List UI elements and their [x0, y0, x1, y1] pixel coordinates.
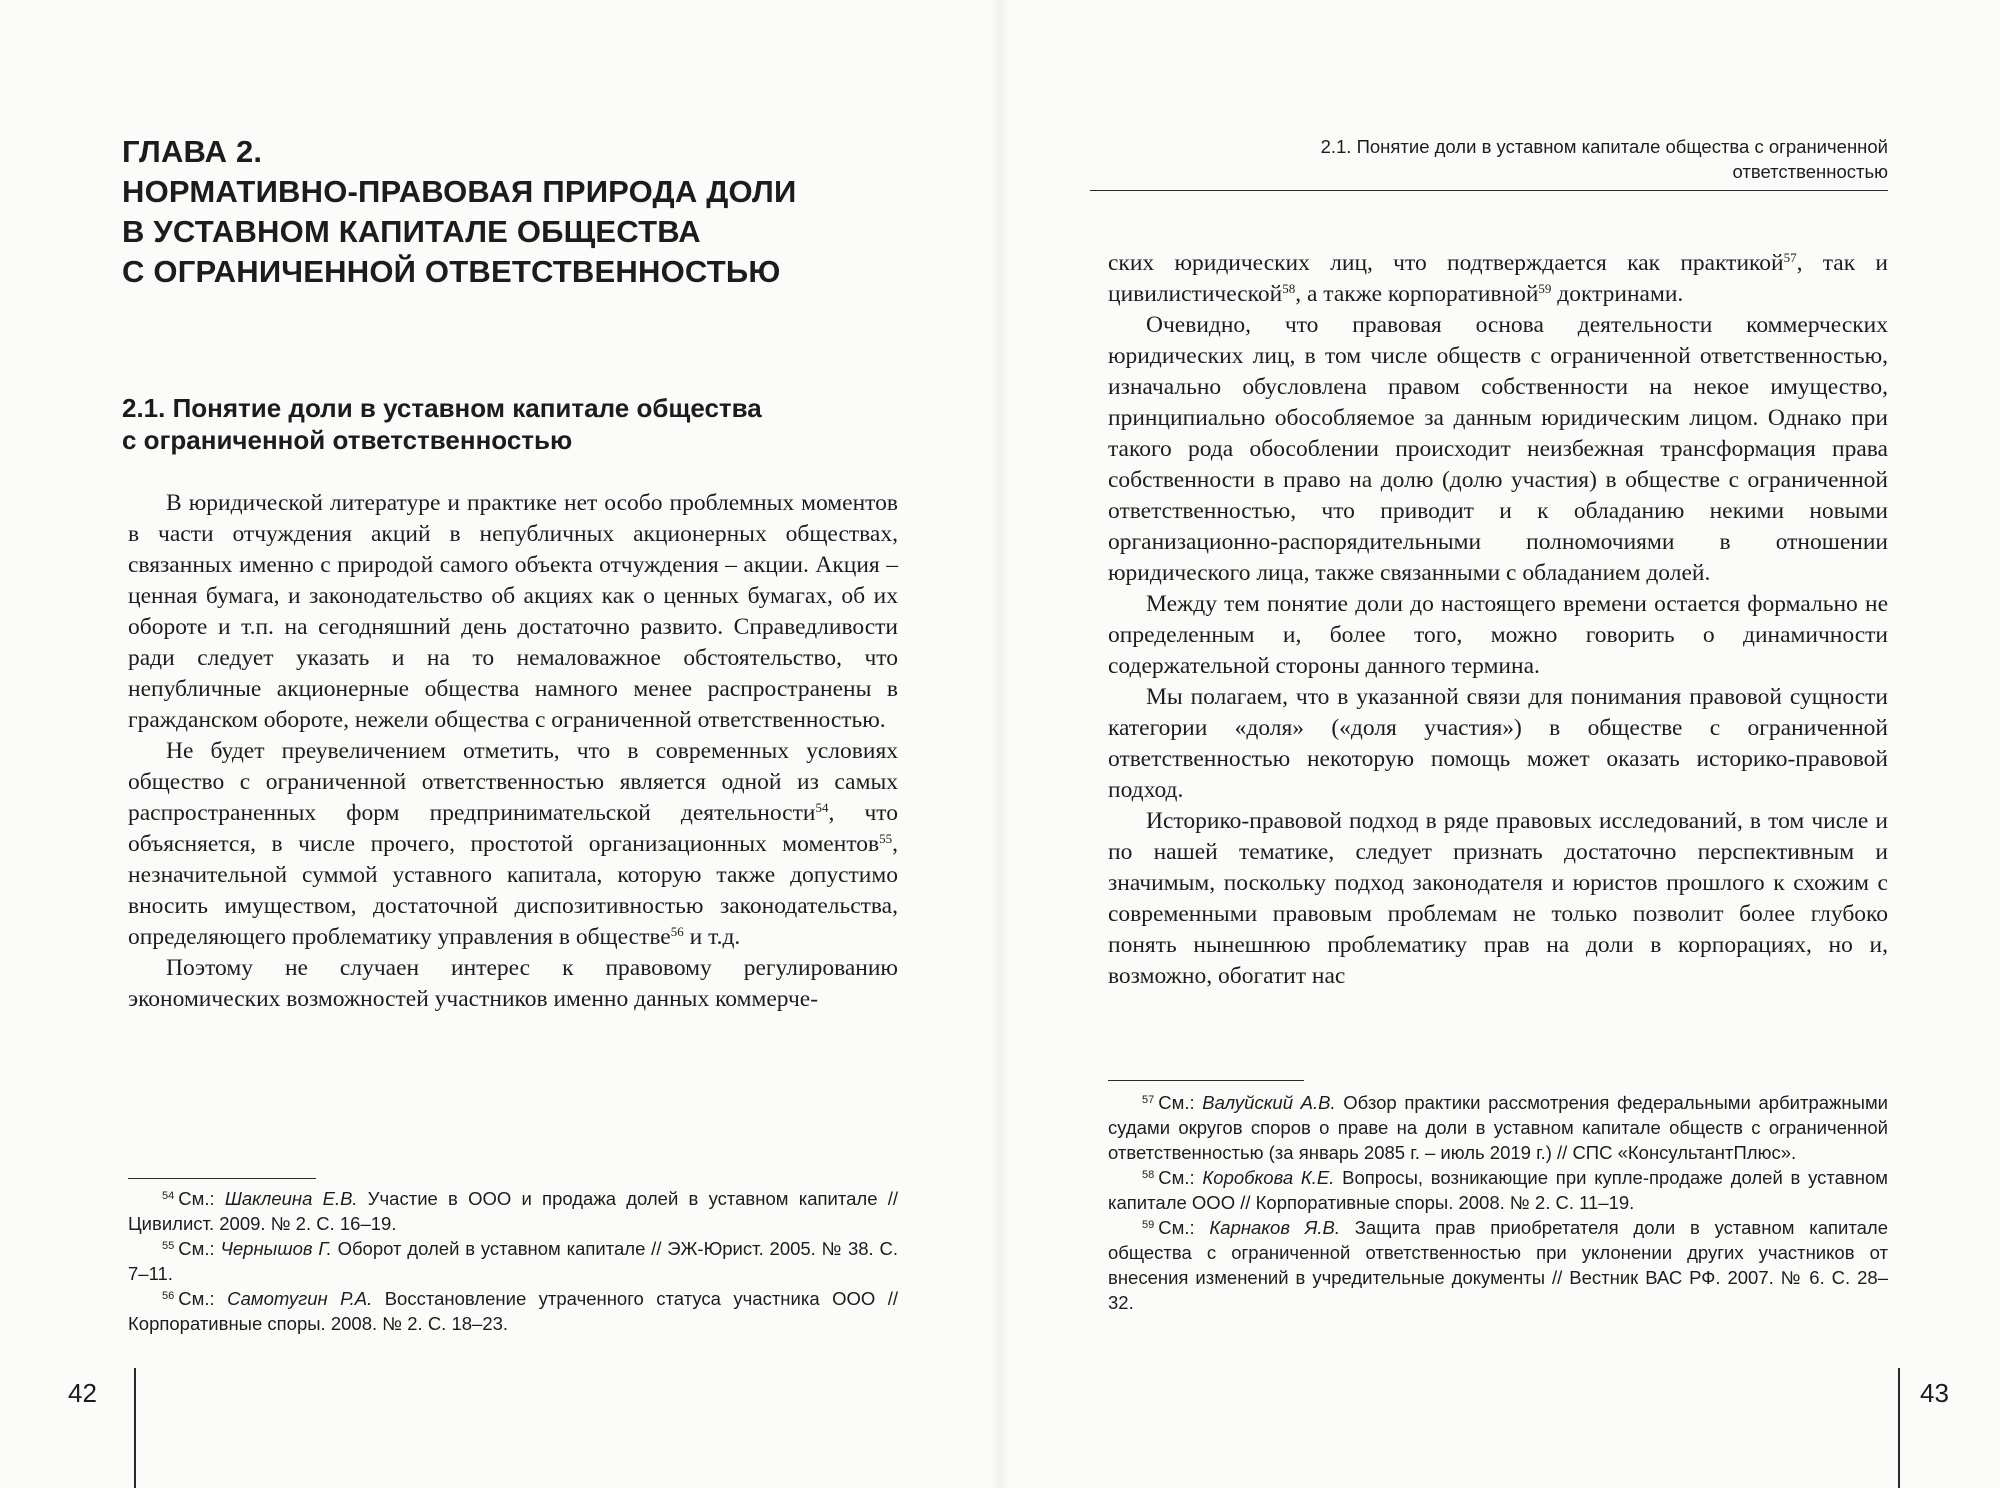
chapter-title-line: НОРМАТИВНО-ПРАВОВАЯ ПРИРОДА ДОЛИ	[122, 174, 797, 209]
section-title	[122, 392, 882, 456]
running-header-line: 2.1. Понятие доли в уставном капитале общества с ограниченной	[1320, 136, 1888, 157]
left-body-text	[128, 488, 898, 1015]
body-paragraph	[1108, 310, 1888, 589]
footnote-ref: 57	[1783, 250, 1797, 265]
body-paragraph	[1108, 682, 1888, 806]
body-paragraph	[1108, 248, 1888, 310]
running-header	[1090, 134, 1888, 184]
chapter-title-line: В УСТАВНОМ КАПИТАЛЕ ОБЩЕСТВА	[122, 214, 701, 249]
chapter-title	[122, 132, 882, 292]
author-name: Валуйский А.В.	[1202, 1092, 1336, 1113]
text-run: См.:	[1158, 1092, 1203, 1113]
chapter-title-line: ГЛАВА 2.	[122, 134, 263, 169]
text-run: , а также корпоративной	[1295, 281, 1539, 307]
footnote	[128, 1236, 898, 1286]
chapter-title-line: С ОГРАНИЧЕННОЙ ОТВЕТСТВЕННОСТЬЮ	[122, 254, 781, 289]
footnote-ref: 54	[815, 800, 829, 815]
section-title-line: с ограниченной ответственностью	[122, 425, 573, 455]
body-paragraph	[128, 488, 898, 736]
running-header-line: ответственностью	[1732, 161, 1888, 182]
footnote-ref: 55	[879, 831, 893, 846]
author-name: Коробкова К.Е.	[1202, 1167, 1335, 1188]
text-run: См.:	[1158, 1167, 1203, 1188]
page-number: 43	[1920, 1378, 1949, 1408]
body-paragraph	[128, 736, 898, 953]
header-divider	[1090, 190, 1888, 191]
footnote	[1108, 1215, 1888, 1315]
footnote	[1108, 1165, 1888, 1215]
page-margin-line	[134, 1368, 136, 1488]
body-paragraph	[1108, 806, 1888, 992]
footnote-ref: 58	[1142, 1169, 1155, 1181]
text-run: Не будет преувеличением отметить, что в современных условиях общество с ограниченной ответственностью является одной из самых распространенных форм предпринимательской деятельности	[128, 738, 898, 826]
text-run: Очевидно, что правовая основа деятельности коммерческих юридических лиц, в том числе обществ с ограниченной ответственностью, изначально обусловлена правом собственности на некое имущество, принципиально обособляемое за данным юридическим лицом. Однако при такого рода обособлении происходит неизбежная трансформация права собственности в право на долю (долю участия) в обществе с ограниченной ответственностью, что приводит и к обладанию некими новыми организационно-распорядительными полномочиями в отношении юридического лица, также связанными с обладанием долей.	[1108, 312, 1888, 586]
author-name: Шаклеина Е.В.	[224, 1188, 358, 1209]
author-name: Чернышов Г.	[220, 1238, 332, 1259]
right-body-text	[1108, 248, 1888, 992]
right-page	[1000, 0, 2000, 1488]
footnote-ref: 57	[1142, 1094, 1155, 1106]
footnote-ref: 56	[670, 924, 684, 939]
text-run: , что объясняется, в числе прочего, простотой организационных моментов	[128, 800, 898, 857]
text-run: , незначительной суммой уставного капитала, которую также допустимо вносить имуществом, достаточной диспозитивностью законодательства, определяющего проблематику управления в обществе	[128, 831, 898, 950]
footnote-ref: 59	[1142, 1219, 1155, 1231]
text-run: Оборот долей в уставном капитале // ЭЖ-Юрист. 2005. № 38. С. 7–11.	[128, 1238, 899, 1284]
text-run: См.:	[178, 1288, 228, 1309]
text-run: доктринами.	[1551, 281, 1684, 307]
footnote-divider	[1108, 1080, 1304, 1081]
footnote	[128, 1286, 898, 1336]
text-run: и т.д.	[683, 924, 741, 950]
page-number: 42	[68, 1378, 97, 1408]
footnote-ref: 54	[162, 1190, 175, 1202]
page-margin-line	[1898, 1368, 1900, 1488]
author-name: Карнаков Я.В.	[1209, 1217, 1340, 1238]
text-run: Участие в ООО и продажа долей в уставном капитале // Цивилист. 2009. № 2. С. 16–19.	[128, 1188, 898, 1234]
footnote-divider	[128, 1178, 316, 1179]
text-run: Между тем понятие доли до настоящего времени остается формально не определенным и, более того, можно говорить о динамичности содержательной стороны данного термина.	[1108, 591, 1888, 679]
text-run: Обзор практики рассмотрения федеральными арбитражными судами округов споров о праве на доли в уставном капитале обществ с ограниченной ответственностью (за январь 2085 г. – июль 2019 г.) // СПС «КонсультантПлюс».	[1108, 1092, 1888, 1163]
author-name: Самотугин Р.А.	[227, 1288, 373, 1309]
body-paragraph	[1108, 589, 1888, 682]
text-run: Вопросы, возникающие при купле-продаже долей в уставном капитале ООО // Корпоративные споры. 2008. № 2. С. 11–19.	[1108, 1167, 1889, 1213]
footnote	[1108, 1090, 1888, 1165]
footnote-ref: 56	[162, 1290, 175, 1302]
text-run: ских юридических лиц, что подтверждается как практикой	[1108, 250, 1784, 276]
footnote-ref: 59	[1538, 281, 1552, 296]
text-run: См.:	[1158, 1217, 1210, 1238]
left-footnotes	[128, 1186, 898, 1336]
text-run: В юридической литературе и практике нет особо проблемных моментов в части отчуждения акций в непубличных акционерных обществах, связанных именно с природой самого объекта отчуждения – акции. Акция – ценная бумага, и законодательство об акциях как о ценных бумагах, об их обороте и т.п. на сегодняшний день достаточно развито. Справедливости ради следует указать и на то немаловажное обстоятельство, что непубличные акционерные общества намного менее распространены в гражданском обороте, нежели общества с ограниченной ответственностью.	[128, 490, 898, 733]
text-run: Защита прав приобретателя доли в уставном капитале общества с ограниченной ответственностью при уклонении других участников от внесения изменений в учредительные документы // Вестник ВАС РФ. 2007. № 6. С. 28–32.	[1108, 1217, 1889, 1313]
text-run: Историко-правовой подход в ряде правовых исследований, в том числе и по нашей тематике, следует признать достаточно перспективным и значимым, поскольку подход законодателя и юристов прошлого к схожим с современными правовым проблемам не только позволит более глубоко понять нынешнюю проблематику прав на доли в корпорациях, но и, возможно, обогатит нас	[1108, 808, 1888, 989]
text-run: Поэтому не случаен интерес к правовому регулированию экономических возможностей участников именно данных коммерче-	[128, 955, 898, 1012]
text-run: Мы полагаем, что в указанной связи для понимания правовой сущности категории «доля» («доля участия») в обществе с ограниченной ответственностью некоторую помощь может оказать историко-правовой подход.	[1108, 684, 1888, 803]
footnote-ref: 55	[162, 1240, 175, 1252]
footnote-ref: 58	[1282, 281, 1296, 296]
text-run: Восстановление утраченного статуса участника ООО // Корпоративные споры. 2008. № 2. С. 18–23.	[128, 1288, 898, 1334]
text-run: См.:	[178, 1238, 221, 1259]
section-title-line: 2.1. Понятие доли в уставном капитале общества	[122, 393, 762, 423]
text-run: См.:	[178, 1188, 225, 1209]
text-run: , так и цивилистической	[1108, 250, 1888, 307]
right-footnotes	[1108, 1090, 1888, 1315]
footnote	[128, 1186, 898, 1236]
body-paragraph	[128, 953, 898, 1015]
